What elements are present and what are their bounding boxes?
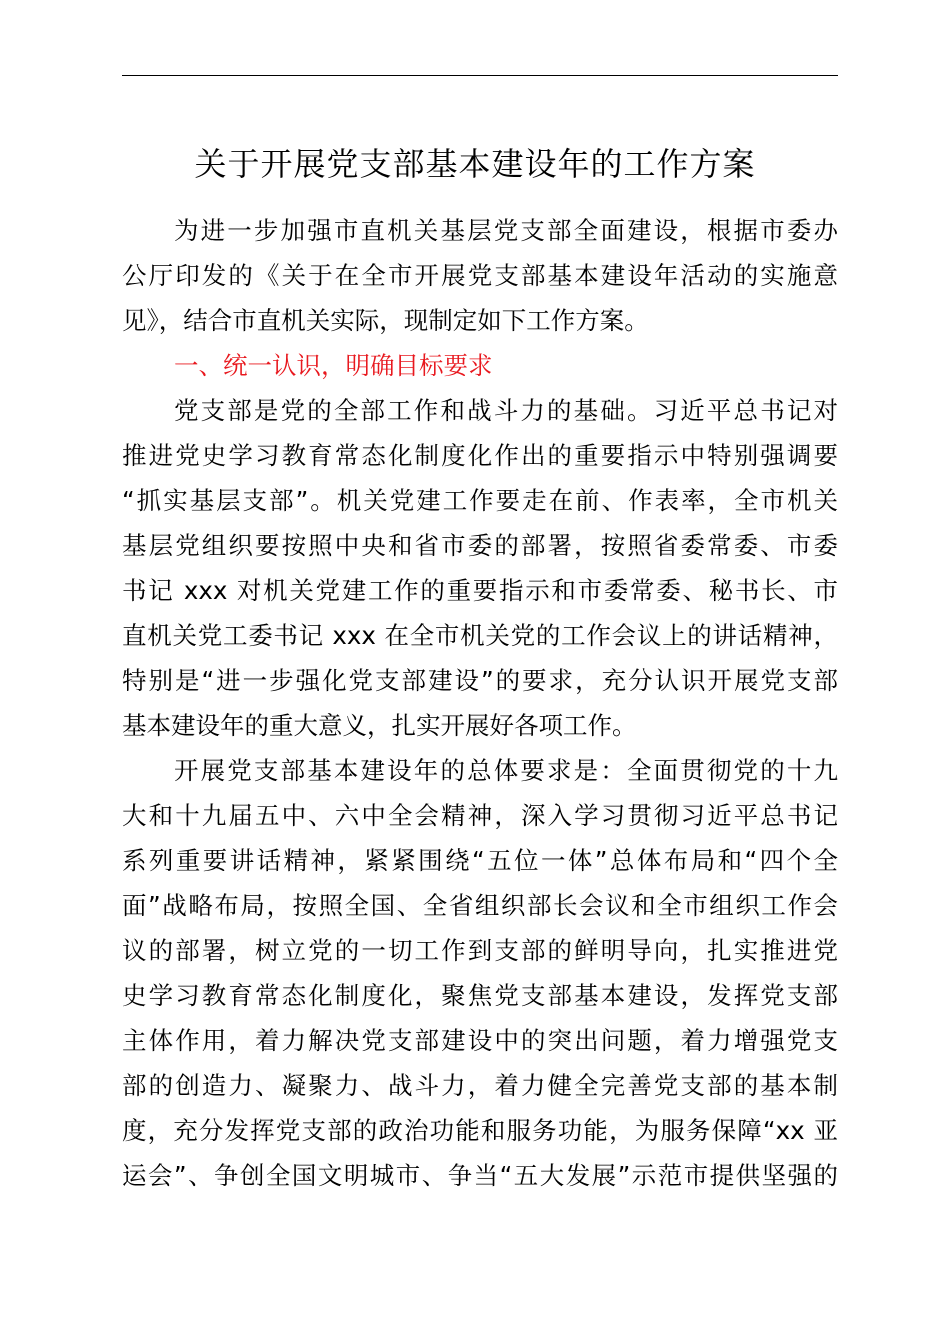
paragraph-line: “抓实基层支部”。机关党建工作要走在前、作表率，全市机关	[122, 486, 838, 515]
paragraph-line: 基层党组织要按照中央和省市委的部署，按照省委常委、市委	[122, 531, 838, 560]
paragraph-intro	[122, 208, 838, 343]
paragraph-line: 开展党支部基本建设年的总体要求是：全面贯彻党的十九	[174, 756, 838, 785]
paragraph-line: 推进党史学习教育常态化制度化作出的重要指示中特别强调要	[122, 441, 838, 470]
paragraph-line: 书记 xxx 对机关党建工作的重要指示和市委常委、秘书长、市	[122, 576, 838, 605]
paragraph-line: 系列重要讲话精神，紧紧围绕“五位一体”总体布局和“四个全	[122, 846, 838, 875]
document-body	[122, 208, 838, 1198]
paragraph-line: 为进一步加强市直机关基层党支部全面建设，根据市委办	[174, 216, 838, 245]
paragraph-line: 见》，结合市直机关实际，现制定如下工作方案。	[122, 306, 649, 335]
paragraph-line: 部的创造力、凝聚力、战斗力，着力健全完善党支部的基本制	[122, 1071, 838, 1100]
paragraph-line: 特别是“进一步强化党支部建设”的要求，充分认识开展党支部	[122, 666, 838, 695]
paragraph-line: 党支部是党的全部工作和战斗力的基础。习近平总书记对	[174, 396, 838, 425]
paragraph-line: 运会”、争创全国文明城市、争当“五大发展”示范市提供坚强的	[122, 1161, 838, 1190]
header-rule	[122, 75, 838, 76]
document-title: 关于开展党支部基本建设年的工作方案	[194, 145, 756, 183]
paragraph-line: 议的部署，树立党的一切工作到支部的鲜明导向，扎实推进党	[122, 936, 838, 965]
paragraph-line: 史学习教育常态化制度化，聚焦党支部基本建设，发挥党支部	[122, 981, 838, 1010]
paragraph-line: 面”战略布局，按照全国、全省组织部长会议和全市组织工作会	[122, 891, 838, 920]
paragraph-significance	[122, 388, 838, 748]
paragraph-line: 基本建设年的重大意义，扎实开展好各项工作。	[122, 711, 637, 740]
section-heading-text: 一、统一认识，明确目标要求	[174, 351, 493, 380]
paragraph-line: 主体作用，着力解决党支部建设中的突出问题，着力增强党支	[122, 1026, 838, 1055]
section-heading	[122, 343, 838, 388]
paragraph-line: 公厅印发的《关于在全市开展党支部基本建设年活动的实施意	[122, 261, 838, 290]
paragraph-line: 度，充分发挥党支部的政治功能和服务功能，为服务保障“xx 亚	[122, 1116, 838, 1145]
paragraph-line: 直机关党工委书记 xxx 在全市机关党的工作会议上的讲话精神，	[122, 621, 838, 650]
paragraph-line: 大和十九届五中、六中全会精神，深入学习贯彻习近平总书记	[122, 801, 838, 830]
paragraph-requirements	[122, 748, 838, 1198]
